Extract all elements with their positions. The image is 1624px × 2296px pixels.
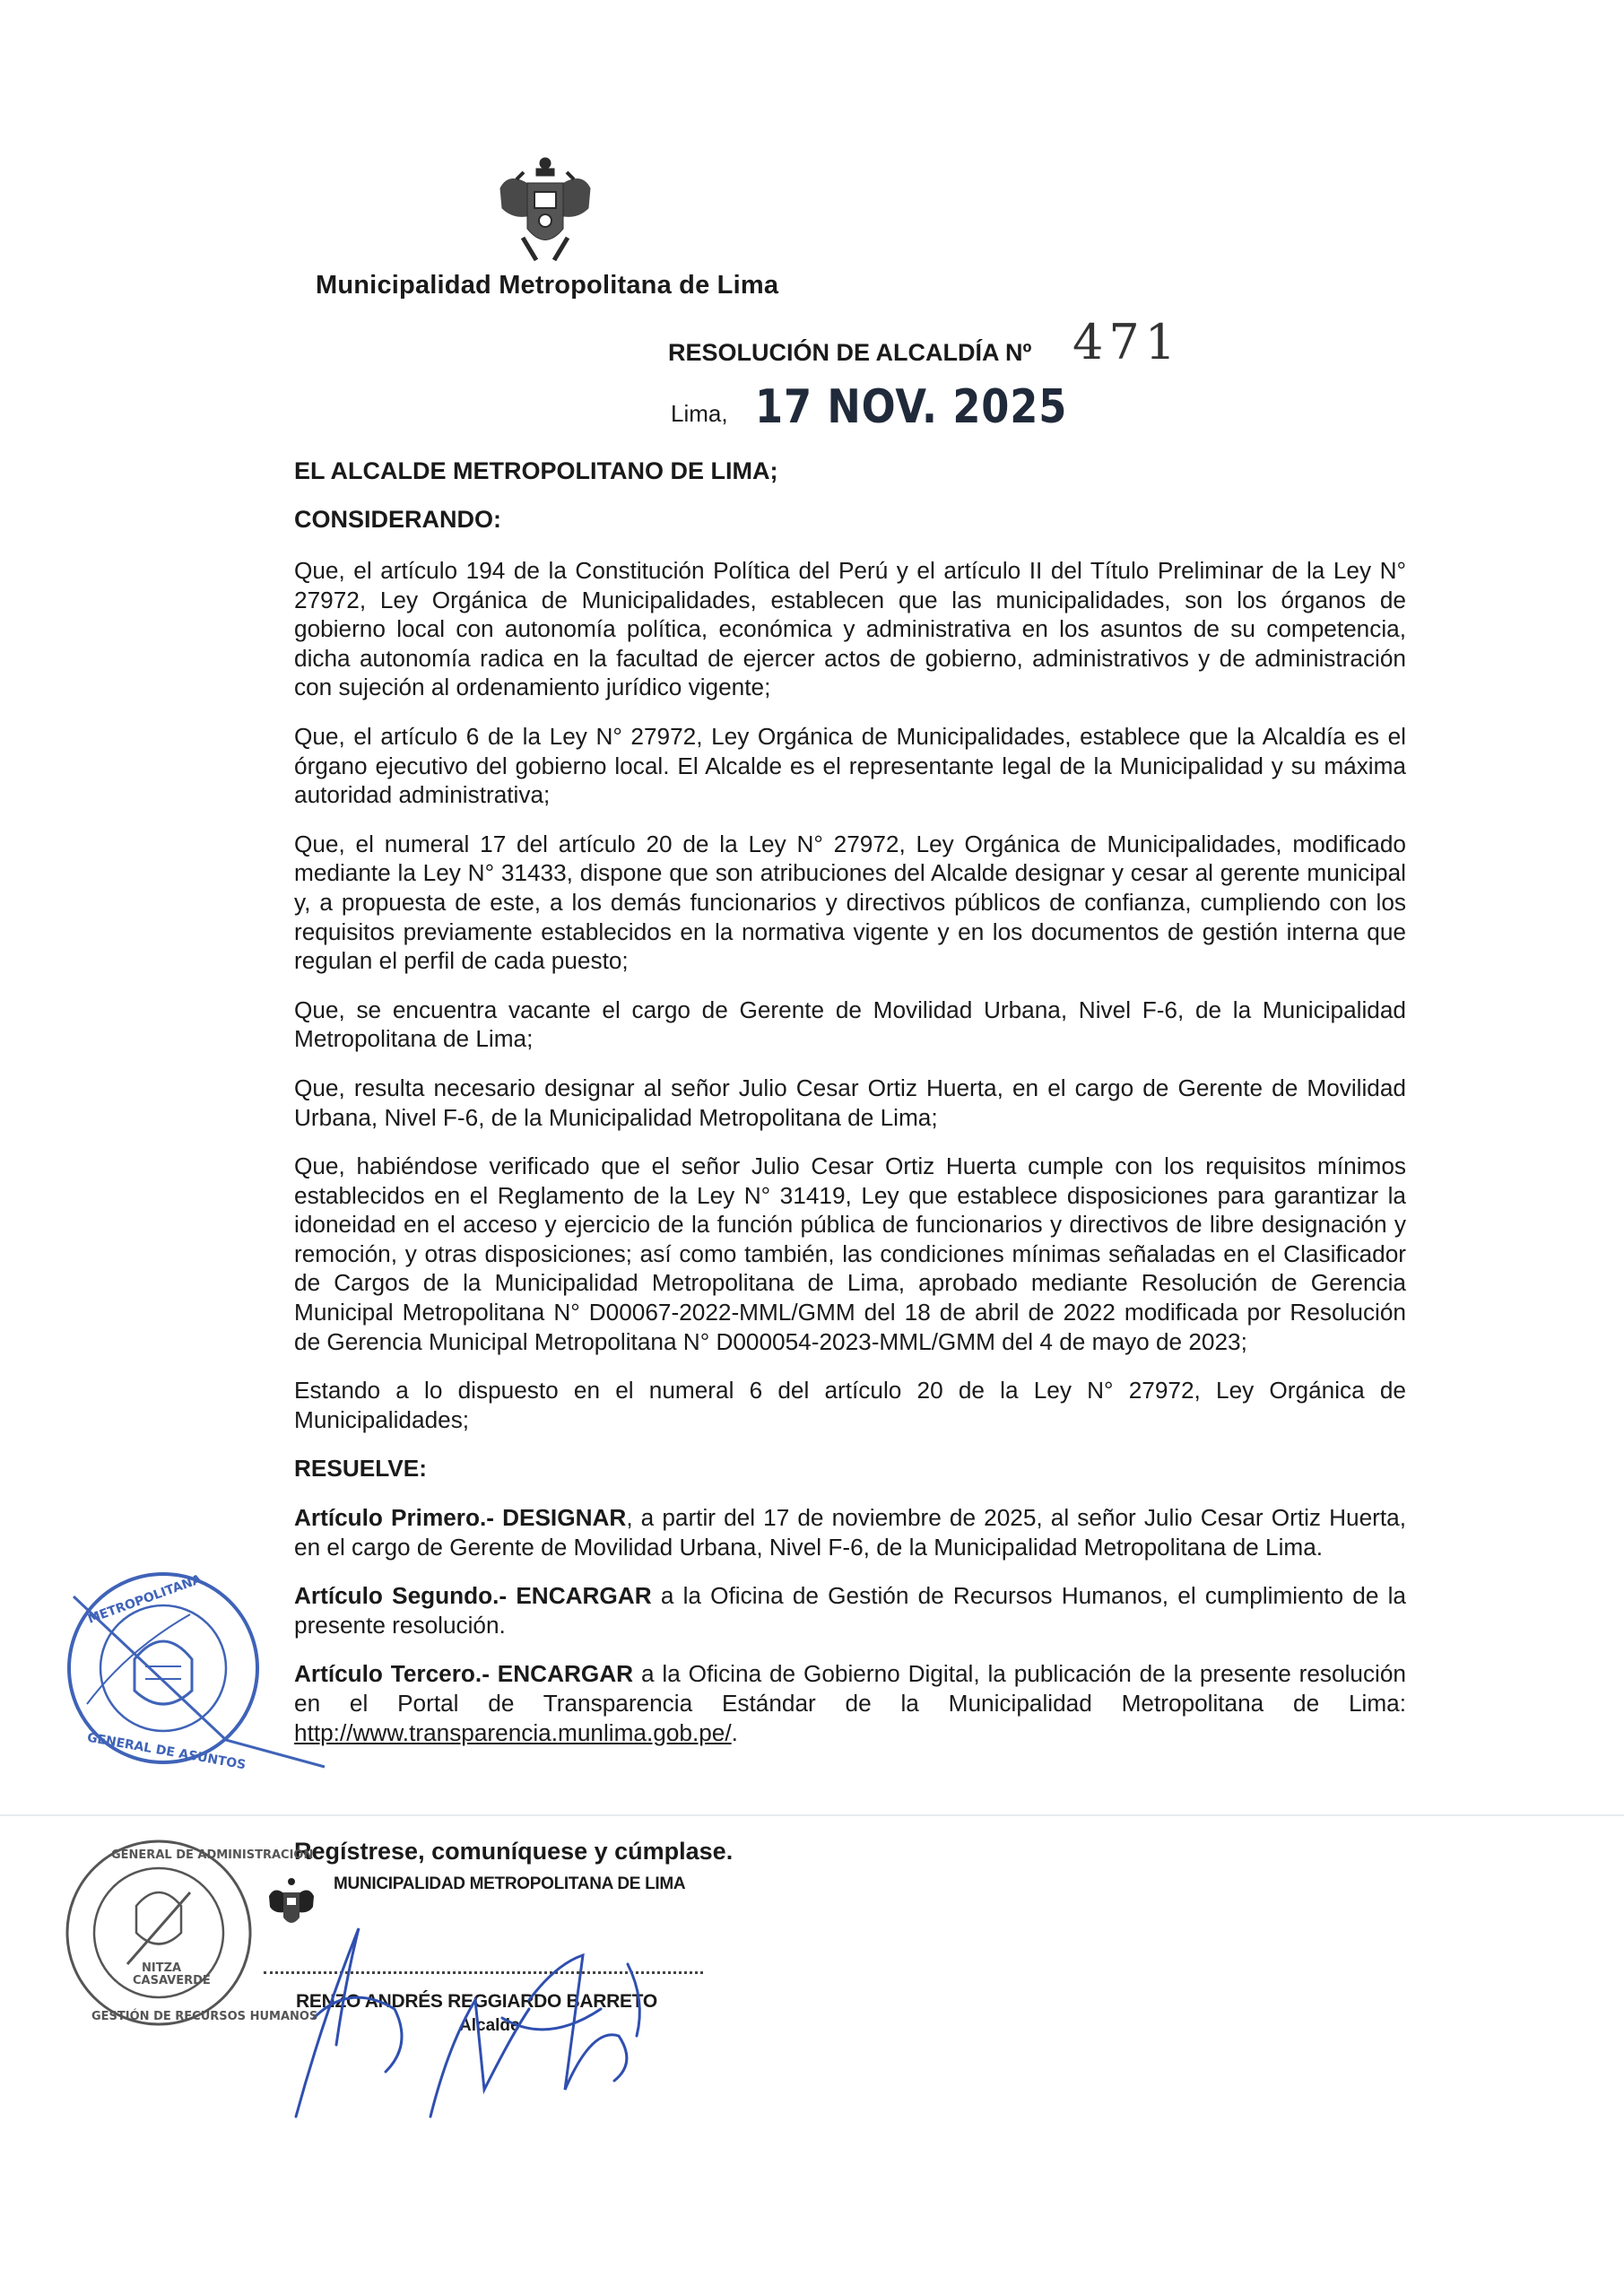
- articulo-segundo: [294, 1581, 1406, 1639]
- considerando-paragraph: Que, el numeral 17 del artículo 20 de la Ley N° 27972, Ley Orgánica de Municipalidades, modificado mediante la Ley N° 31433, dispone que son atribuciones del Alcalde designar y cesar al gerente municipal y, a propuesta de este, a los demás funcionarios y directivos públicos de confianza, cumpliendo con los requisitos previamente establecidos en la normativa vigente y en los documentos de gestión interna que regulan el perfil de cada puesto;: [294, 830, 1406, 975]
- articulo-text: a la Oficina de Gestión de Recursos Humanos, el cumplimiento de la presente resolución.: [294, 1582, 1406, 1639]
- svg-text:GENERAL DE ASUNTOS: GENERAL DE ASUNTOS: [85, 1730, 248, 1773]
- organization-name: Municipalidad Metropolitana de Lima: [316, 271, 779, 300]
- considerando-paragraph: Que, el artículo 6 de la Ley N° 27972, Ley Orgánica de Municipalidades, establece que la Alcaldía es el órgano ejecutivo del gobierno local. El Alcalde es el representante legal de la Municipalidad y su máxima autoridad administrativa;: [294, 722, 1406, 809]
- closing-formula: Regístrese, comuníquese y cúmplase.: [294, 1838, 734, 1865]
- articulo-text-end: .: [731, 1718, 738, 1746]
- considerando-paragraph: Que, habiéndose verificado que el señor Julio Cesar Ortiz Huerta cumple con los requisitos mínimos establecidos en el Reglamento de la Ley N° 31419, Ley que establece disposiciones para garantizar la idoneidad en el acceso y ejercicio de la función pública de funcionarios y directivos de libre designación y remoción, y otras disposiciones; así como también, las condiciones mínimas señaladas en el Clasificador de Cargos de la Municipalidad Metropolitana de Lima, aprobado mediante Resolución de Gerencia Municipal Metropolitana N° D00067-2022-MML/GMM del 18 de abril de 2022 modificada por Resolución de Gerencia Municipal Metropolitana N° D000054-2023-MML/GMM del 4 de mayo de 2023;: [294, 1152, 1406, 1355]
- coat-of-arms-icon: [491, 152, 599, 269]
- document-body: [294, 556, 1406, 1767]
- signer-name: RENZO ANDRÉS REGGIARDO BARRETO: [296, 1991, 657, 2012]
- articulo-primero: [294, 1503, 1406, 1561]
- date-stamp: 17 NOV. 2025: [755, 380, 1068, 434]
- transparency-portal-link[interactable]: http://www.transparencia.munlima.gob.pe/: [294, 1718, 732, 1746]
- resolution-title: RESOLUCIÓN DE ALCALDÍA Nº: [668, 339, 1032, 366]
- official-seal-stamp-icon: [56, 1561, 271, 1776]
- considerando-paragraph: Estando a lo dispuesto en el numeral 6 del artículo 20 de la Ley N° 27972, Ley Orgánica de Municipalidades;: [294, 1377, 1406, 1433]
- articulo-title: Artículo Primero.- DESIGNAR: [294, 1504, 627, 1532]
- signature-organization: MUNICIPALIDAD METROPOLITANA DE LIMA: [334, 1874, 686, 1893]
- svg-text:NITZA: NITZA: [142, 1961, 182, 1975]
- date-label: Lima,: [671, 400, 728, 427]
- svg-text:CASAVERDE: CASAVERDE: [133, 1974, 211, 1987]
- articulo-title: Artículo Tercero.- ENCARGAR: [294, 1660, 634, 1688]
- hr-office-seal-stamp-icon: [56, 1830, 318, 2036]
- heading-alcalde: EL ALCALDE METROPOLITANO DE LIMA;: [294, 457, 778, 484]
- svg-text:GESTIÓN DE RECURSOS HUMANOS: GESTIÓN DE RECURSOS HUMANOS: [91, 2010, 318, 2023]
- signer-role: Alcalde: [459, 2016, 520, 2035]
- articulo-text: a la Oficina de Gobierno Digital, la publicación de la presente resolución en el Portal de Transparencia Estándar de la Municipalidad Metropolitana de Lima:: [294, 1660, 1406, 1717]
- articulo-text: , a partir del 17 de noviembre de 2025, al señor Julio Cesar Ortiz Huerta, en el cargo de Gerente de Movilidad Urbana, Nivel F-6, de la Municipalidad Metropolitana de Lima.: [294, 1504, 1406, 1561]
- articulo-title: Artículo Segundo.- ENCARGAR: [294, 1582, 652, 1610]
- page-divider: [0, 1814, 1624, 1816]
- considerando-paragraph: Que, el artículo 194 de la Constitución Política del Perú y el artículo II del Título Preliminar de la Ley N° 27972, Ley Orgánica de Municipalidades, establecen que las municipalidades, son los órganos de gobierno local con autonomía política, económica y administrativa en los asuntos de su competencia, dicha autonomía radica en la facultad de ejercer actos de gobierno, administrativos y de administración con sujeción al ordenamiento jurídico vigente;: [294, 557, 1406, 701]
- svg-text:METROPOLITANA: METROPOLITANA: [85, 1571, 204, 1627]
- svg-text:GENERAL DE ADMINISTRACIÓN: GENERAL DE ADMINISTRACIÓN: [111, 1848, 314, 1862]
- resolution-number: 471: [1073, 314, 1182, 370]
- handwritten-signature-icon: [260, 1910, 690, 2126]
- considerando-paragraph: Que, resulta necesario designar al señor Julio Cesar Ortiz Huerta, en el cargo de Gerente de Movilidad Urbana, Nivel F-6, de la Municipalidad Metropolitana de Lima;: [294, 1074, 1406, 1131]
- articulo-tercero: [294, 1659, 1406, 1747]
- heading-resuelve: RESUELVE:: [294, 1455, 427, 1483]
- heading-considerando: CONSIDERANDO:: [294, 506, 502, 533]
- considerando-paragraph: Que, se encuentra vacante el cargo de Gerente de Movilidad Urbana, Nivel F-6, de la Municipalidad Metropolitana de Lima;: [294, 996, 1406, 1053]
